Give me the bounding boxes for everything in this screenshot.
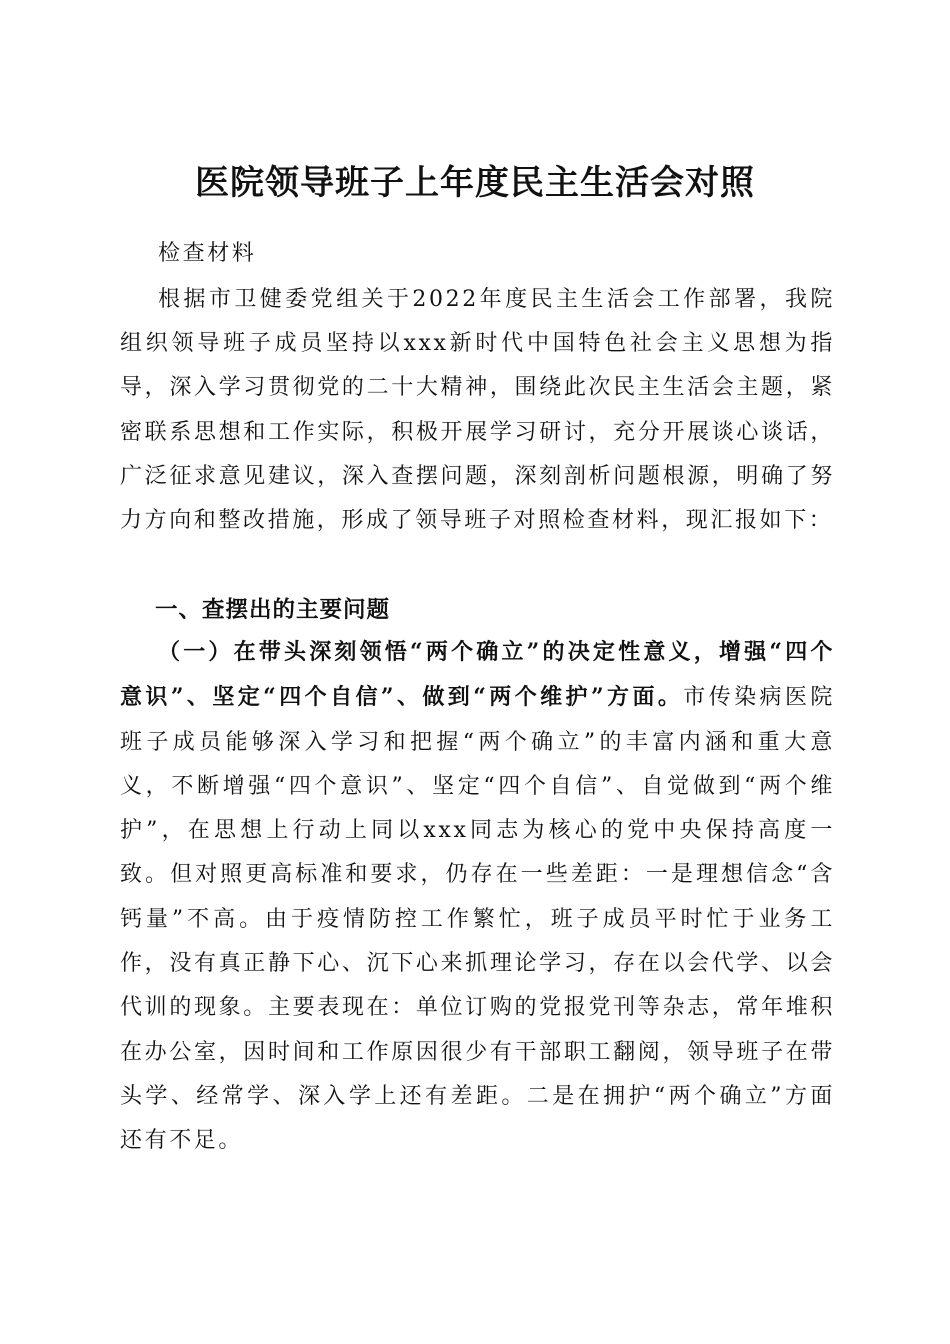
- document-subtitle: 检查材料: [158, 241, 257, 266]
- document-title: 医院领导班子上年度民主生活会对照: [195, 162, 755, 203]
- section-paragraph: [120, 630, 835, 1164]
- section-heading: 一、查摆出的主要问题: [155, 597, 391, 623]
- section-item-body: 市传染病医院班子成员能够深入学习和把握“两个确立”的丰富内涵和重大意义，不断增强“四个意识”、坚定“四个自信”、自觉做到“两个维护”，在思想上行动上同以xxx同志为核心的党中央保持高度一致。但对照更高标准和要求，仍存在一些差距：一是理想信念“含钙量”不高。由于疫情防控工作繁忙，班子成员平时忙于业务工作，没有真正静下心、沉下心来抓理论学习，存在以会代学、以会代训的现象。主要表现在：单位订购的党报党刊等杂志，常年堆积在办公室，因时间和工作原因很少有干部职工翻阅，领导班子在带头学、经常学、深入学上还有差距。二是在拥护“两个确立”方面还有不足。: [120, 685, 835, 1154]
- intro-paragraph: 根据市卫健委党组关于2022年度民主生活会工作部署，我院组织领导班子成员坚持以xxx新时代中国特色社会主义思想为指导，深入学习贯彻党的二十大精神，围绕此次民主生活会主题，紧密联系思想和工作实际，积极开展学习研讨，充分开展谈心谈话，广泛征求意见建议，深入查摆问题，深刻剖析问题根源，明确了努力方向和整改措施，形成了领导班子对照检查材料，现汇报如下：: [120, 287, 835, 534]
- section-item-lead: （一）在带头深刻领悟“两个确立”的决定性意义，增强“四个意识”、坚定“四个自信”、做到“两个维护”方面。: [120, 639, 835, 711]
